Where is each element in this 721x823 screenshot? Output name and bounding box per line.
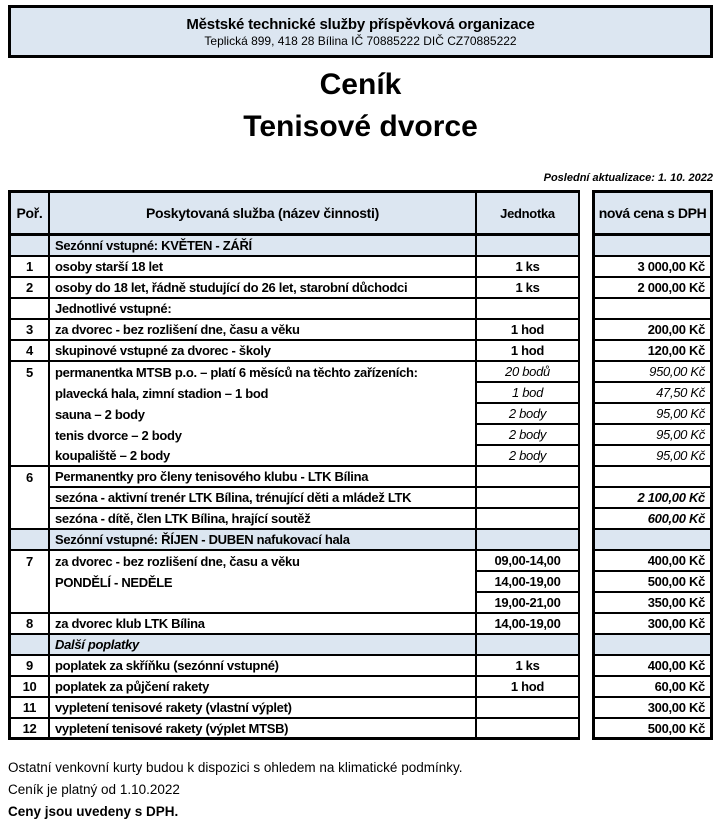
price-cell: 950,00 Kč [592,362,713,383]
table-row [8,362,713,383]
row-number-cell [8,446,50,467]
table-row [8,614,713,635]
table-row [8,593,713,614]
row-number-cell [8,425,50,446]
unit-cell: 20 bodů [477,362,580,383]
column-gap [580,656,592,677]
unit-cell [477,719,580,740]
price-cell [592,635,713,656]
column-gap [580,362,592,383]
unit-cell [477,509,580,530]
unit-cell: 09,00-14,00 [477,551,580,572]
price-cell: 120,00 Kč [592,341,713,362]
price-cell: 350,00 Kč [592,593,713,614]
row-number-cell: 4 [8,341,50,362]
table-row [8,467,713,488]
unit-cell: 2 body [477,404,580,425]
service-cell: osoby starší 18 let [50,257,477,278]
footer-note-3: Ceny jsou uvedeny s DPH. [8,804,179,819]
service-cell [50,593,477,614]
price-cell: 200,00 Kč [592,320,713,341]
column-gap [580,488,592,509]
price-cell: 47,50 Kč [592,383,713,404]
service-cell: poplatek za skříňku (sezónní vstupné) [50,656,477,677]
column-gap [580,404,592,425]
table-row [8,257,713,278]
unit-cell: 1 ks [477,656,580,677]
row-number-cell: 9 [8,656,50,677]
unit-cell: 14,00-19,00 [477,572,580,593]
row-number-cell: 7 [8,551,50,572]
row-number-cell [8,635,50,656]
price-cell: 60,00 Kč [592,677,713,698]
unit-cell [477,299,580,320]
column-gap [580,509,592,530]
table-row [8,551,713,572]
service-cell: osoby do 18 let, řádně studující do 26 let, starobní důchodci [50,278,477,299]
price-cell [592,236,713,257]
service-cell: plavecká hala, zimní stadion – 1 bod [50,383,477,404]
unit-cell [477,236,580,257]
unit-cell [477,635,580,656]
row-number-cell: 5 [8,362,50,383]
unit-cell: 2 body [477,425,580,446]
service-cell: za dvorec - bez rozlišení dne, času a věku [50,551,477,572]
row-number-cell [8,383,50,404]
price-cell [592,530,713,551]
table-row [8,719,713,740]
row-number-cell [8,236,50,257]
column-gap [580,698,592,719]
unit-cell: 1 hod [477,320,580,341]
row-number-cell [8,572,50,593]
service-cell: Sezónní vstupné: KVĚTEN - ZÁŘÍ [50,236,477,257]
service-cell: vypletení tenisové rakety (vlastní výplet) [50,698,477,719]
service-cell: Jednotlivé vstupné: [50,299,477,320]
service-cell: sezóna - aktivní trenér LTK Bílina, trénující děti a mládež LTK [50,488,477,509]
subheader-row [8,299,713,320]
price-cell: 3 000,00 Kč [592,257,713,278]
row-number-cell: 6 [8,467,50,488]
column-gap [580,530,592,551]
footer-notes [8,757,713,823]
service-cell: za dvorec klub LTK Bílina [50,614,477,635]
service-cell: koupaliště – 2 body [50,446,477,467]
service-cell: Sezónní vstupné: ŘÍJEN - DUBEN nafukovací hala [50,530,477,551]
row-number-cell [8,593,50,614]
unit-cell: 1 hod [477,677,580,698]
service-cell: tenis dvorce – 2 body [50,425,477,446]
table-row [8,425,713,446]
column-gap [580,425,592,446]
row-number-cell: 1 [8,257,50,278]
column-gap [580,719,592,740]
service-cell: sauna – 2 body [50,404,477,425]
column-gap [580,593,592,614]
row-number-cell: 10 [8,677,50,698]
row-number-cell: 2 [8,278,50,299]
price-cell: 500,00 Kč [592,719,713,740]
table-row [8,572,713,593]
service-cell: PONDĚLÍ - NEDĚLE [50,572,477,593]
price-cell: 2 100,00 Kč [592,488,713,509]
price-cell: 600,00 Kč [592,509,713,530]
column-gap [580,677,592,698]
unit-cell: 1 ks [477,278,580,299]
org-address: Teplická 899, 418 28 Bílina IČ 70885222 DIČ CZ70885222 [204,33,517,48]
column-gap [580,320,592,341]
row-number-cell [8,530,50,551]
price-table [8,190,713,740]
column-header-no: Poř. [8,190,50,236]
unit-cell [477,488,580,509]
unit-cell: 14,00-19,00 [477,614,580,635]
table-row [8,404,713,425]
column-header-price: nová cena s DPH [592,190,713,236]
table-row [8,677,713,698]
column-gap [580,551,592,572]
unit-cell [477,530,580,551]
service-cell: skupinové vstupné za dvorec - školy [50,341,477,362]
service-cell: poplatek za půjčení rakety [50,677,477,698]
column-gap [580,572,592,593]
column-gap [580,614,592,635]
table-row [8,383,713,404]
service-cell: sezóna - dítě, člen LTK Bílina, hrající soutěž [50,509,477,530]
table-row [8,320,713,341]
service-cell: permanentka MTSB p.o. – platí 6 měsíců na těchto zařízeních: [50,362,477,383]
row-number-cell [8,404,50,425]
service-cell: Další poplatky [50,635,477,656]
unit-cell [477,467,580,488]
row-number-cell [8,509,50,530]
table-row [8,656,713,677]
price-cell: 2 000,00 Kč [592,278,713,299]
column-gap [580,236,592,257]
column-header-unit: Jednotka [477,190,580,236]
column-gap [580,467,592,488]
column-gap [580,446,592,467]
footer-note-1: Ostatní venkovní kurty budou k dispozici s ohledem na klimatické podmínky. [8,760,463,775]
price-cell: 95,00 Kč [592,446,713,467]
table-row [8,488,713,509]
unit-cell: 19,00-21,00 [477,593,580,614]
column-gap [580,341,592,362]
last-updated: Poslední aktualizace: 1. 10. 2022 [543,172,713,184]
row-number-cell: 12 [8,719,50,740]
column-gap [580,278,592,299]
service-cell: za dvorec - bez rozlišení dne, času a věku [50,320,477,341]
service-cell: vypletení tenisové rakety (výplet MTSB) [50,719,477,740]
org-name: Městské technické služby příspěvková organizace [186,15,535,33]
row-number-cell: 3 [8,320,50,341]
price-cell: 300,00 Kč [592,614,713,635]
doc-title: Ceník [319,68,402,101]
unit-cell: 1 hod [477,341,580,362]
row-number-cell: 11 [8,698,50,719]
column-header-service: Poskytovaná služba (název činnosti) [50,190,477,236]
org-header-box [8,5,713,58]
row-number-cell: 8 [8,614,50,635]
section-row [8,530,713,551]
unit-cell: 1 ks [477,257,580,278]
row-number-cell [8,488,50,509]
price-cell: 95,00 Kč [592,404,713,425]
table-header-row [8,190,713,236]
price-cell: 400,00 Kč [592,551,713,572]
price-cell: 500,00 Kč [592,572,713,593]
price-cell: 95,00 Kč [592,425,713,446]
doc-subtitle: Tenisové dvorce [243,110,478,143]
unit-cell: 2 body [477,446,580,467]
table-row [8,341,713,362]
unit-cell: 1 bod [477,383,580,404]
row-number-cell [8,299,50,320]
price-cell: 400,00 Kč [592,656,713,677]
section-row [8,635,713,656]
column-gap [580,635,592,656]
section-row [8,236,713,257]
table-row [8,509,713,530]
service-cell: Permanentky pro členy tenisového klubu - LTK Bílina [50,467,477,488]
column-gap [580,190,592,236]
table-row [8,446,713,467]
unit-cell [477,698,580,719]
price-cell [592,467,713,488]
column-gap [580,299,592,320]
price-cell: 300,00 Kč [592,698,713,719]
footer-note-2: Ceník je platný od 1.10.2022 [8,782,180,797]
price-cell [592,299,713,320]
table-row [8,698,713,719]
column-gap [580,383,592,404]
column-gap [580,257,592,278]
table-row [8,278,713,299]
